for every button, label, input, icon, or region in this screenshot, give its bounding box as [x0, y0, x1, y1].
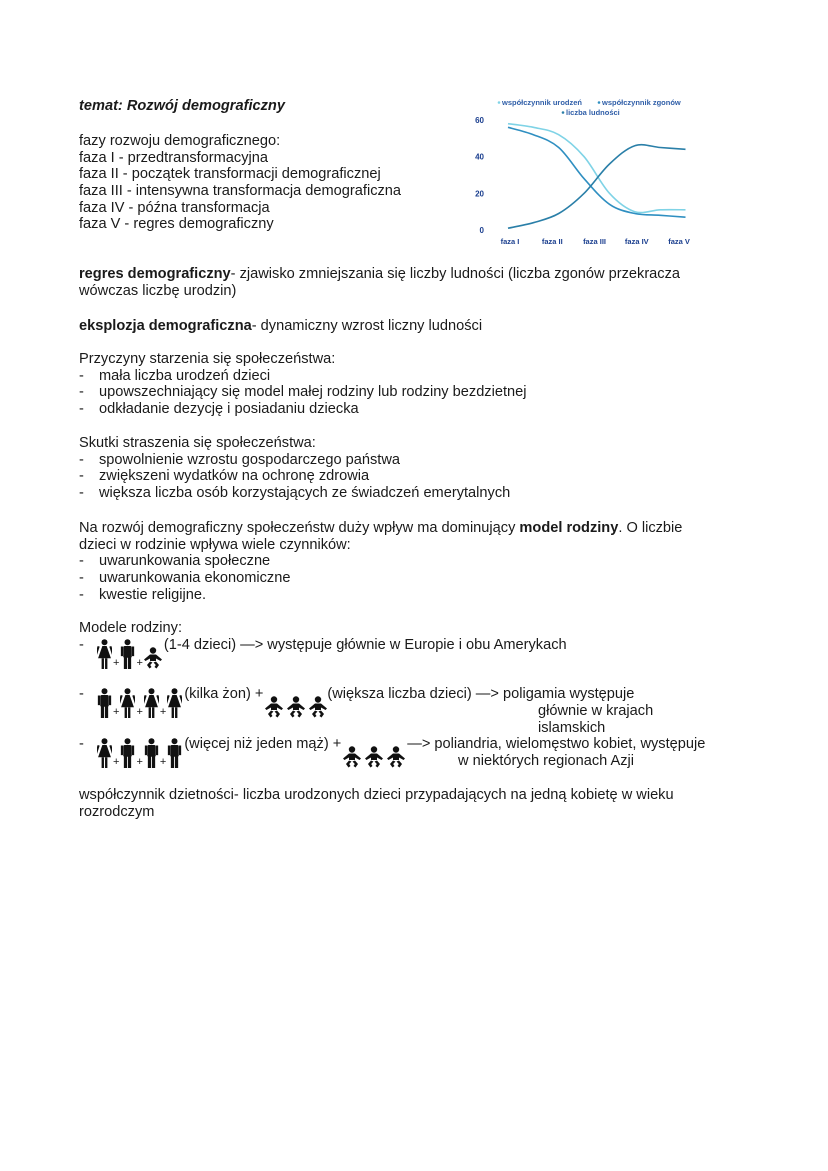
plus: + — [136, 706, 143, 718]
child-icon — [144, 647, 162, 669]
dash: - — [79, 736, 84, 752]
list-item: - większa liczba osób korzystających ze świadczeń emerytalnych — [79, 485, 511, 502]
list-item: - uwarunkowania społeczne — [79, 553, 271, 570]
phase-item: faza V - regres demograficzny — [79, 216, 274, 233]
family-model-text-cont: głównie w krajach islamskich — [538, 703, 654, 736]
term-model-rodziny: model rodziny — [519, 520, 619, 536]
man-icon — [120, 738, 135, 768]
causes-section — [79, 351, 527, 418]
phases-list — [79, 133, 401, 233]
plus: + — [113, 657, 120, 669]
birth-rate-line — [508, 124, 686, 213]
y-tick-label: 20 — [475, 189, 484, 199]
family-model-row-monogamy — [79, 637, 567, 669]
family-model-text: (1-4 dzieci) —> występuje głównie w Europie i obu Amerykach — [163, 637, 567, 653]
list-item: - kwestie religijne. — [79, 586, 207, 603]
woman-icon — [144, 688, 159, 718]
plus: + — [136, 657, 143, 669]
list-item: - mała liczba urodzeń dzieci — [79, 367, 271, 384]
woman-icon — [97, 738, 112, 768]
phase-item: faza I - przedtransformacyjna — [79, 149, 268, 166]
x-tick-label: faza II — [541, 237, 563, 246]
dash: - — [79, 686, 84, 702]
family-model-text: (więcej niż jeden mąż) + — [184, 736, 342, 752]
child-icon — [387, 746, 405, 768]
man-icon — [97, 688, 112, 718]
definition-regres — [79, 266, 680, 299]
family-model-text: —> poliandria, wielomęstwo kobiet, występuje — [407, 736, 706, 752]
family-models-heading: Modele rodziny: — [79, 620, 183, 636]
list-item: - odkładanie dezycję i posiadaniu dziecka — [79, 401, 359, 418]
y-tick-label: 40 — [475, 152, 484, 162]
plus: + — [159, 756, 167, 768]
effects-heading: Skutki straszenia się społeczeństwa: — [79, 435, 316, 451]
child-icon — [287, 696, 305, 718]
plus: + — [113, 756, 120, 768]
woman-icon — [97, 639, 112, 669]
man-icon — [167, 738, 182, 768]
definition-eksplozja — [79, 318, 482, 335]
legend-marker — [598, 101, 601, 104]
phase-item: faza IV - późna transformacja — [79, 199, 270, 216]
list-item: - upowszechniający się model małej rodziny lub rodziny bezdzietnej — [79, 384, 527, 401]
list-item: - spowolnienie wzrostu gospodarczego państwa — [79, 451, 400, 468]
page-title: temat: Rozwój demograficzny — [79, 98, 285, 114]
x-tick-label: faza V — [668, 237, 690, 246]
x-tick-label: faza IV — [624, 237, 649, 246]
dash: - — [79, 637, 84, 653]
family-model-text-cont: w niektórych regionach Azji — [458, 753, 635, 769]
y-tick-label: 60 — [475, 116, 484, 125]
demographic-transition-chart — [440, 90, 720, 250]
family-model-text: (kilka żon) + — [184, 686, 264, 702]
x-tick-label: faza III — [583, 237, 607, 246]
definition-dzietnosc: współczynnik dzietności- liczba urodzonych dzieci przypadających na jedną kobietę w wieku rozrodczym — [79, 787, 674, 820]
plus: + — [113, 706, 120, 718]
family-model-text: (większa liczba dzieci) —> poligamia występuje — [327, 686, 635, 702]
death-rate-line — [508, 127, 686, 217]
causes-heading: Przyczyny starzenia się społeczeństwa: — [79, 351, 336, 367]
man-icon — [120, 639, 135, 669]
child-icon — [343, 746, 361, 768]
family-model-section: Na rozwój demograficzny społeczeństw duży wpływ ma dominujący model rodziny. O liczbie dzieci w rodzinie wpływa wiele czynników: - uwarunkowania społeczne - uwarunkowania ekonomiczne - kwestie religijne. — [79, 520, 683, 603]
definition-regres-text: - zjawisko zmniejszania się liczby ludności (liczba zgonów przekracza — [230, 266, 681, 282]
plus: + — [159, 706, 167, 718]
legend-label: współczynnik zgonów — [602, 98, 681, 107]
definition-regres-cont: wówczas liczbę urodzin) — [79, 282, 237, 299]
effects-section — [79, 435, 510, 502]
list-item: - uwarunkowania ekonomiczne — [79, 570, 291, 587]
term-eksplozja: eksplozja demograficzna — [79, 318, 252, 334]
man-icon — [144, 738, 159, 768]
child-icon — [309, 696, 327, 718]
legend-marker — [562, 111, 565, 114]
woman-icon — [167, 688, 182, 718]
child-icon — [365, 746, 383, 768]
plus: + — [136, 756, 143, 768]
phase-item: faza III - intensywna transformacja demograficzna — [79, 183, 402, 200]
definition-eksplozja-text: - dynamiczny wzrost liczny ludności — [251, 318, 483, 334]
woman-icon — [120, 688, 135, 718]
legend-label: liczba ludności — [566, 108, 620, 117]
term-regres: regres demograficzny — [79, 266, 231, 282]
phases-heading: fazy rozwoju demograficznego: — [79, 133, 281, 149]
legend-marker — [498, 101, 501, 104]
x-tick-label: faza I — [500, 237, 520, 246]
y-tick-label: 0 — [479, 226, 484, 235]
list-item: - zwiększeni wydatków na ochronę zdrowia — [79, 468, 370, 485]
phase-item: faza II - początek transformacji demograficznej — [79, 166, 381, 183]
child-icon — [265, 696, 283, 718]
legend-label: współczynnik urodzeń — [502, 98, 583, 107]
